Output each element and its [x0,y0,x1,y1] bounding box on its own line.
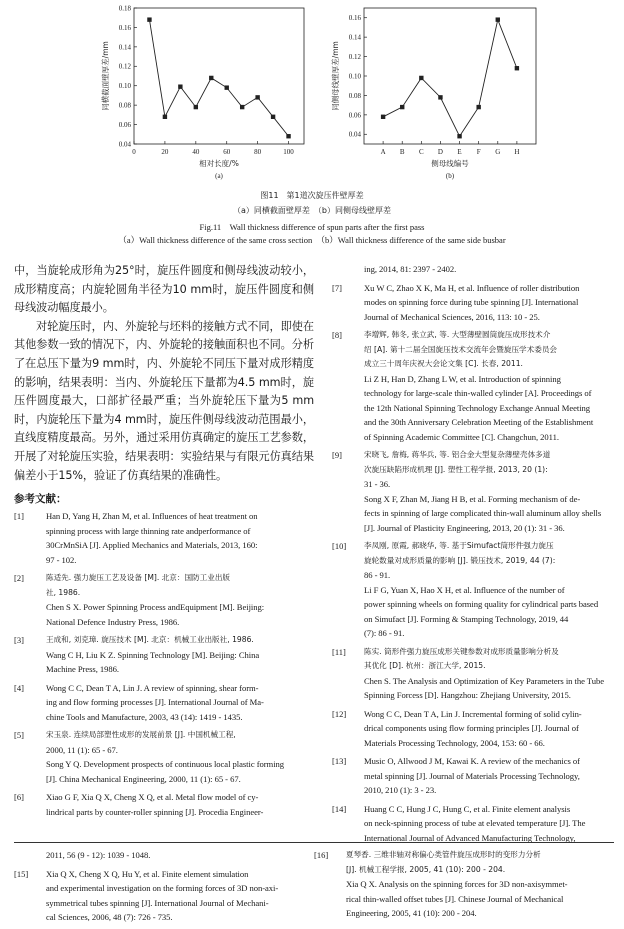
reference-line: lindrical parts by counter-roller spinning [J]. Procedia Engineer- [46,806,264,817]
reference-line: power spinning wheels on forming quality for cylindrical parts based [364,599,599,609]
reference-line: 旋轮数量对成形质量的影响 [J]. 锻压技术, 2019, 44 (7): [364,555,556,565]
y-tick-label: 0.06 [348,111,361,120]
reference-number: [1] [14,511,24,522]
reference-line: Spinning Forcess [D]. Hangzhou: Zhejiang University, 2015. [364,690,571,700]
reference-line: Xiao G F, Xia Q X, Cheng X Q, et al. Metal flow model of cy- [46,792,259,803]
data-point [438,95,442,99]
data-point [457,134,461,138]
reference-line: ing and flow forming processes [J]. International Journal of Ma- [46,697,264,708]
reference-entry [332,281,614,325]
reference-line: ing, 2014, 81: 2397 - 2402. [364,264,457,274]
reference-entry [314,848,614,921]
reference-line: rical thin-walled offset tubes [J]. Chinese Journal of Mechanical [346,893,564,904]
x-tick-label: 100 [283,148,294,156]
reference-line: 2000, 11 (1): 65 - 67. [46,744,118,755]
y-tick-label: 0.10 [348,72,361,81]
reference-line: and the 30th Anniversary Celebration Meeting of the Establishment [364,417,594,427]
reference-line: 30CrMnSiA [J]. Applied Mechanics and Materials, 2013, 160: [46,540,258,551]
reference-entry [332,802,614,846]
chart-svg [92,0,318,186]
reference-line: Xia Q X. Analysis on the spinning forces for 3D non-axisymmet- [346,879,568,889]
reference-line: Wong C C, Dean T A, Lin J. Incremental forming of solid cylin- [364,708,582,719]
reference-line: Chen S. The Analysis and Optimization of Key Parameters in the Tube [364,675,604,686]
reference-number: [8] [332,330,342,340]
data-point [147,17,151,21]
reference-number: [7] [332,282,342,293]
references-list-left [14,509,314,819]
y-tick-label: 0.08 [118,101,131,110]
reference-entry [332,754,614,798]
reference-line: 86 - 91. [364,570,391,580]
reference-line: Music O, Allwood J M, Kawai K. A review of the mechanics of [364,756,580,766]
y-tick-label: 0.18 [118,4,131,13]
series-line [149,20,288,137]
x-axis-label: 侧母线编号 [431,159,469,168]
data-point [225,85,229,89]
reference-number: [10] [332,541,347,551]
y-axis-label: 同横截面壁厚差/mm [101,41,110,111]
reference-entry [14,867,309,925]
reference-line: drical components using flow forming principles [J]. Journal of [364,723,579,733]
reference-line: 97 - 102. [46,554,77,565]
x-tick-label: 80 [254,148,262,156]
reference-line: Han D, Yang H, Zhan M, et al. Influences of heat treatment on [46,511,258,522]
reference-line: [J]. 机械工程学报, 2005, 41 (10): 200 - 204. [346,864,506,874]
reference-line: 成立三十周年庆祝大会论文集 [C]. 长春, 2011. [364,359,523,368]
reference-number: [5] [14,730,24,741]
reference-line: metal spinning [J]. Journal of Materials Processing Technology, [364,770,580,781]
reference-line: Wang C H, Liu K Z. Spinning Technology [M]. Beijing: China [46,649,260,660]
x-tick-label: 0 [132,148,136,156]
reference-number: [2] [14,573,24,584]
reference-line: Song Y Q. Development prospects of continuous local plastic forming [46,759,285,770]
y-tick-label: 0.14 [348,33,361,42]
panel-label: (b) [445,172,455,180]
data-point [240,105,244,109]
x-tick-label: 20 [161,148,169,156]
reference-line: cal Sciences, 2006, 48 (7): 726 - 735. [46,912,173,922]
reference-line: 宋玉泉. 连续局部塑性成形的发展前景 [J]. 中国机械工程, [46,730,236,740]
data-point [178,84,182,88]
x-tick-label: G [495,148,501,156]
reference-entry [14,571,314,629]
data-point [496,17,500,21]
reference-number: [6] [14,792,24,803]
reference-line: 2010, 210 (1): 3 - 23. [364,785,437,795]
reference-entry [332,539,614,641]
figure-caption-en: Fig.11 Wall thickness difference of spun parts after the first pass [199,222,425,232]
data-point [194,105,198,109]
reference-line: on neck-spinning process of tube at elevated temperature [J]. The [364,818,586,828]
plot-frame [364,8,536,144]
references-list-right [332,262,614,845]
reference-entry [14,848,309,863]
reference-line: [J]. Journal of Plasticity Engineering, 2013, 20 (1): 31 - 36. [364,522,565,533]
reference-line: (7): 86 - 91. [364,628,405,638]
x-tick-label: C [418,148,424,156]
reference-line: chine Tools and Manufacture, 2003, 43 (14): 1419 - 1435. [46,711,243,722]
reference-line: modes on spinning force during tube spinning [J]. International [364,297,579,307]
data-point [209,76,213,80]
references-list-bottom-right [314,848,614,925]
reference-line: 王成和, 刘克璋. 旋压技术 [M]. 北京：机械工业出版社, 1986. [46,635,254,645]
reference-number: [12] [332,708,347,719]
reference-entry [332,328,614,444]
reference-line: Wong C C, Dean T A, Lin J. A review of spinning, shear form- [46,682,259,693]
reference-line: spinning process with large thinning rate andperformance of [46,525,251,536]
reference-line: fects in spinning of large complicated thin-wall aluminum alloy shells [364,508,602,518]
data-point [515,66,519,70]
reference-number: [15] [14,868,29,879]
reference-entry [14,509,314,567]
body-paragraph-1: 中，当旋轮成形角为25°时，旋压件圆度和侧母线波动较小，成形精度高；内旋轮圆角半径为10 mm时，旋压件圆度和侧母线波动幅度最小。 [14,264,314,315]
reference-number: [13] [332,756,347,766]
y-tick-label: 0.04 [348,130,361,139]
reference-line: technology for large-scale thin-walled cylinder [A]. Proceedings of [364,388,592,398]
left-column [14,262,314,823]
reference-line: Xia Q X, Cheng X Q, Hu Y, et al. Finite element simulation [46,868,249,879]
x-tick-label: B [399,148,405,156]
y-tick-label: 0.08 [348,91,361,100]
x-tick-label: A [380,148,386,156]
reference-line: Xu W C, Zhao X K, Ma H, et al. Influence of roller distribution [364,282,580,293]
reference-entry [332,448,614,535]
reference-line: 次旋压缺陷形成机理 [J]. 塑性工程学报, 2013, 20 (1): [364,464,548,474]
reference-entry [332,707,614,751]
reference-line: 绍 [A]. 第十二届全国旋压技术交流年会暨旋压学术委员会 [364,344,558,354]
reference-line: 其优化 [D]. 杭州：浙江大学, 2015. [364,661,486,670]
data-point [419,76,423,80]
reference-line: 夏琴香. 三维非轴对称偏心类管件旋压成形时的变形力分析 [346,850,541,859]
reference-line: and experimental investigation on the forming forces of 3D non-axi- [46,883,279,893]
reference-line: Li Z H, Han D, Zhang L W, et al. Introduction of spinning [364,373,561,384]
chart-b [318,0,550,186]
reference-line: 社, 1986. [46,587,81,597]
figure-subcaption-en: （a）Wall thickness difference of the same cross section （b）Wall thickness difference of the same side busbar [118,235,506,245]
data-point [255,95,259,99]
reference-number: [3] [14,635,24,646]
reference-number: [9] [332,450,342,460]
x-tick-label: D [437,148,443,156]
reference-line: Materials Processing Technology, 2004, 153: 60 - 66. [364,737,545,748]
data-point [400,105,404,109]
reference-entry [14,681,314,725]
reference-line: Li F G, Yuan X, Hao X H, et al. Influence of the number of [364,584,565,595]
reference-line: Engineering, 2005, 41 (10): 200 - 204. [346,908,477,918]
reference-line: 陈适先. 强力旋压工艺及设备 [M]. 北京：国防工业出版 [46,573,231,583]
reference-number: [11] [332,646,346,657]
reference-entry [14,790,314,819]
reference-line: 2011, 56 (9 - 12): 1039 - 1048. [46,850,151,860]
reference-line: National Defence Industry Press, 1986. [46,616,180,627]
reference-line: 31 - 36. [364,479,391,489]
column-break-rule [14,842,614,843]
y-axis-label: 同侧母线壁厚差/mm [331,41,340,111]
x-tick-label: 60 [223,148,231,156]
x-axis-label: 相对长度/% [199,159,239,168]
y-tick-label: 0.14 [118,43,131,52]
y-tick-label: 0.12 [348,52,361,61]
figure-11 [0,0,624,190]
reference-line: 李凤刚, 原霞, 郝晓华, 等. 基于Simufact筒形件强力旋压 [364,541,554,550]
reference-line: International Journal of Advanced Manufacturing Technology, [364,832,576,843]
reference-number: [4] [14,682,24,693]
figure-caption-zh: 图11 第1道次旋压件壁厚差 [260,191,364,200]
reference-entry [332,645,614,703]
panel-label: (a) [215,172,223,180]
body-paragraph-2: 对轮旋压时，内、外旋轮与坯料的接触方式不同，即使在其他参数一致的情况下，内、外旋轮的接触面积也不同。分析了在总压下量为9 mm时，内、外旋轮不同压下量对成形精度的影响，结果表明：当内、外旋轮压下量都为4.5 mm时，旋压件圆度最大，口部扩径最严重；当外旋轮压下量为5 mm时，内旋轮压下量为4 mm时，旋压件侧母线波动范围最小，直线度精度最高。另外，通过采用仿真确定的旋压工艺参数，开展了对轮旋压实验，结果表明：实验结果与有限元仿真结果偏差小于15%，验证了仿真结果的准确性。 [14,319,314,482]
reference-number: [14] [332,803,347,814]
data-point [271,115,275,119]
reference-line: the 12th National Spinning Technology Exchange Annual Meeting [364,402,591,413]
y-tick-label: 0.12 [118,62,131,71]
x-tick-label: E [457,148,462,156]
reference-line: Chen S X. Power Spinning Process andEquipment [M]. Beijing: [46,602,265,613]
reference-line: Huang C C, Hung J C, Hung C, et al. Finite element analysis [364,803,571,814]
reference-line: Machine Press, 1986. [46,664,119,675]
data-point [163,115,167,119]
x-tick-label: H [514,148,520,156]
chart-a [92,0,318,186]
reference-line: of Spinning Academic Committee [C]. Changchun, 2011. [364,431,559,442]
reference-line: [J]. China Mechanical Engineering, 2000, 11 (1): 65 - 67. [46,773,241,784]
reference-line: 李增辉, 韩冬, 张立武, 等. 大型薄壁圆筒旋压成形技术介 [364,330,551,339]
references-list-bottom-left [14,848,309,929]
data-point [286,134,290,138]
x-tick-label: 40 [192,148,200,156]
reference-entry [14,633,314,677]
reference-line: Song X F, Zhan M, Jiang H B, et al. Forming mechanism of de- [364,493,581,504]
y-tick-label: 0.04 [118,140,131,149]
reference-line: 陈实. 筒形件强力旋压成形关键参数对成形质量影响分析及 [364,646,559,656]
y-tick-label: 0.16 [348,14,361,23]
y-tick-label: 0.10 [118,82,131,91]
reference-line: on Simufact [J]. Forming & Stamping Technology, 2019, 44 [364,613,569,624]
reference-entry [332,262,614,277]
reference-entry [14,728,314,786]
reference-line: symmetrical tubes spinning [J]. International Journal of Mechani- [46,897,269,908]
series-line [383,20,517,137]
y-tick-label: 0.16 [118,23,131,32]
references-heading: 参考文献： [14,493,67,506]
figure-subcaption-zh: （a）同横截面壁厚差 （b）同侧母线壁厚差 [233,206,391,215]
reference-number: [16] [314,850,329,860]
data-point [381,115,385,119]
x-tick-label: F [476,148,481,156]
chart-svg [318,0,550,186]
data-point [476,105,480,109]
reference-line: Journal of Mechanical Sciences, 2016, 113: 10 - 25. [364,311,540,322]
right-column [332,262,614,849]
reference-line: 宋晓飞, 詹梅, 蒋华兵, 等. 铝合金大型复杂薄壁壳体多道 [364,450,551,459]
y-tick-label: 0.06 [118,120,131,129]
